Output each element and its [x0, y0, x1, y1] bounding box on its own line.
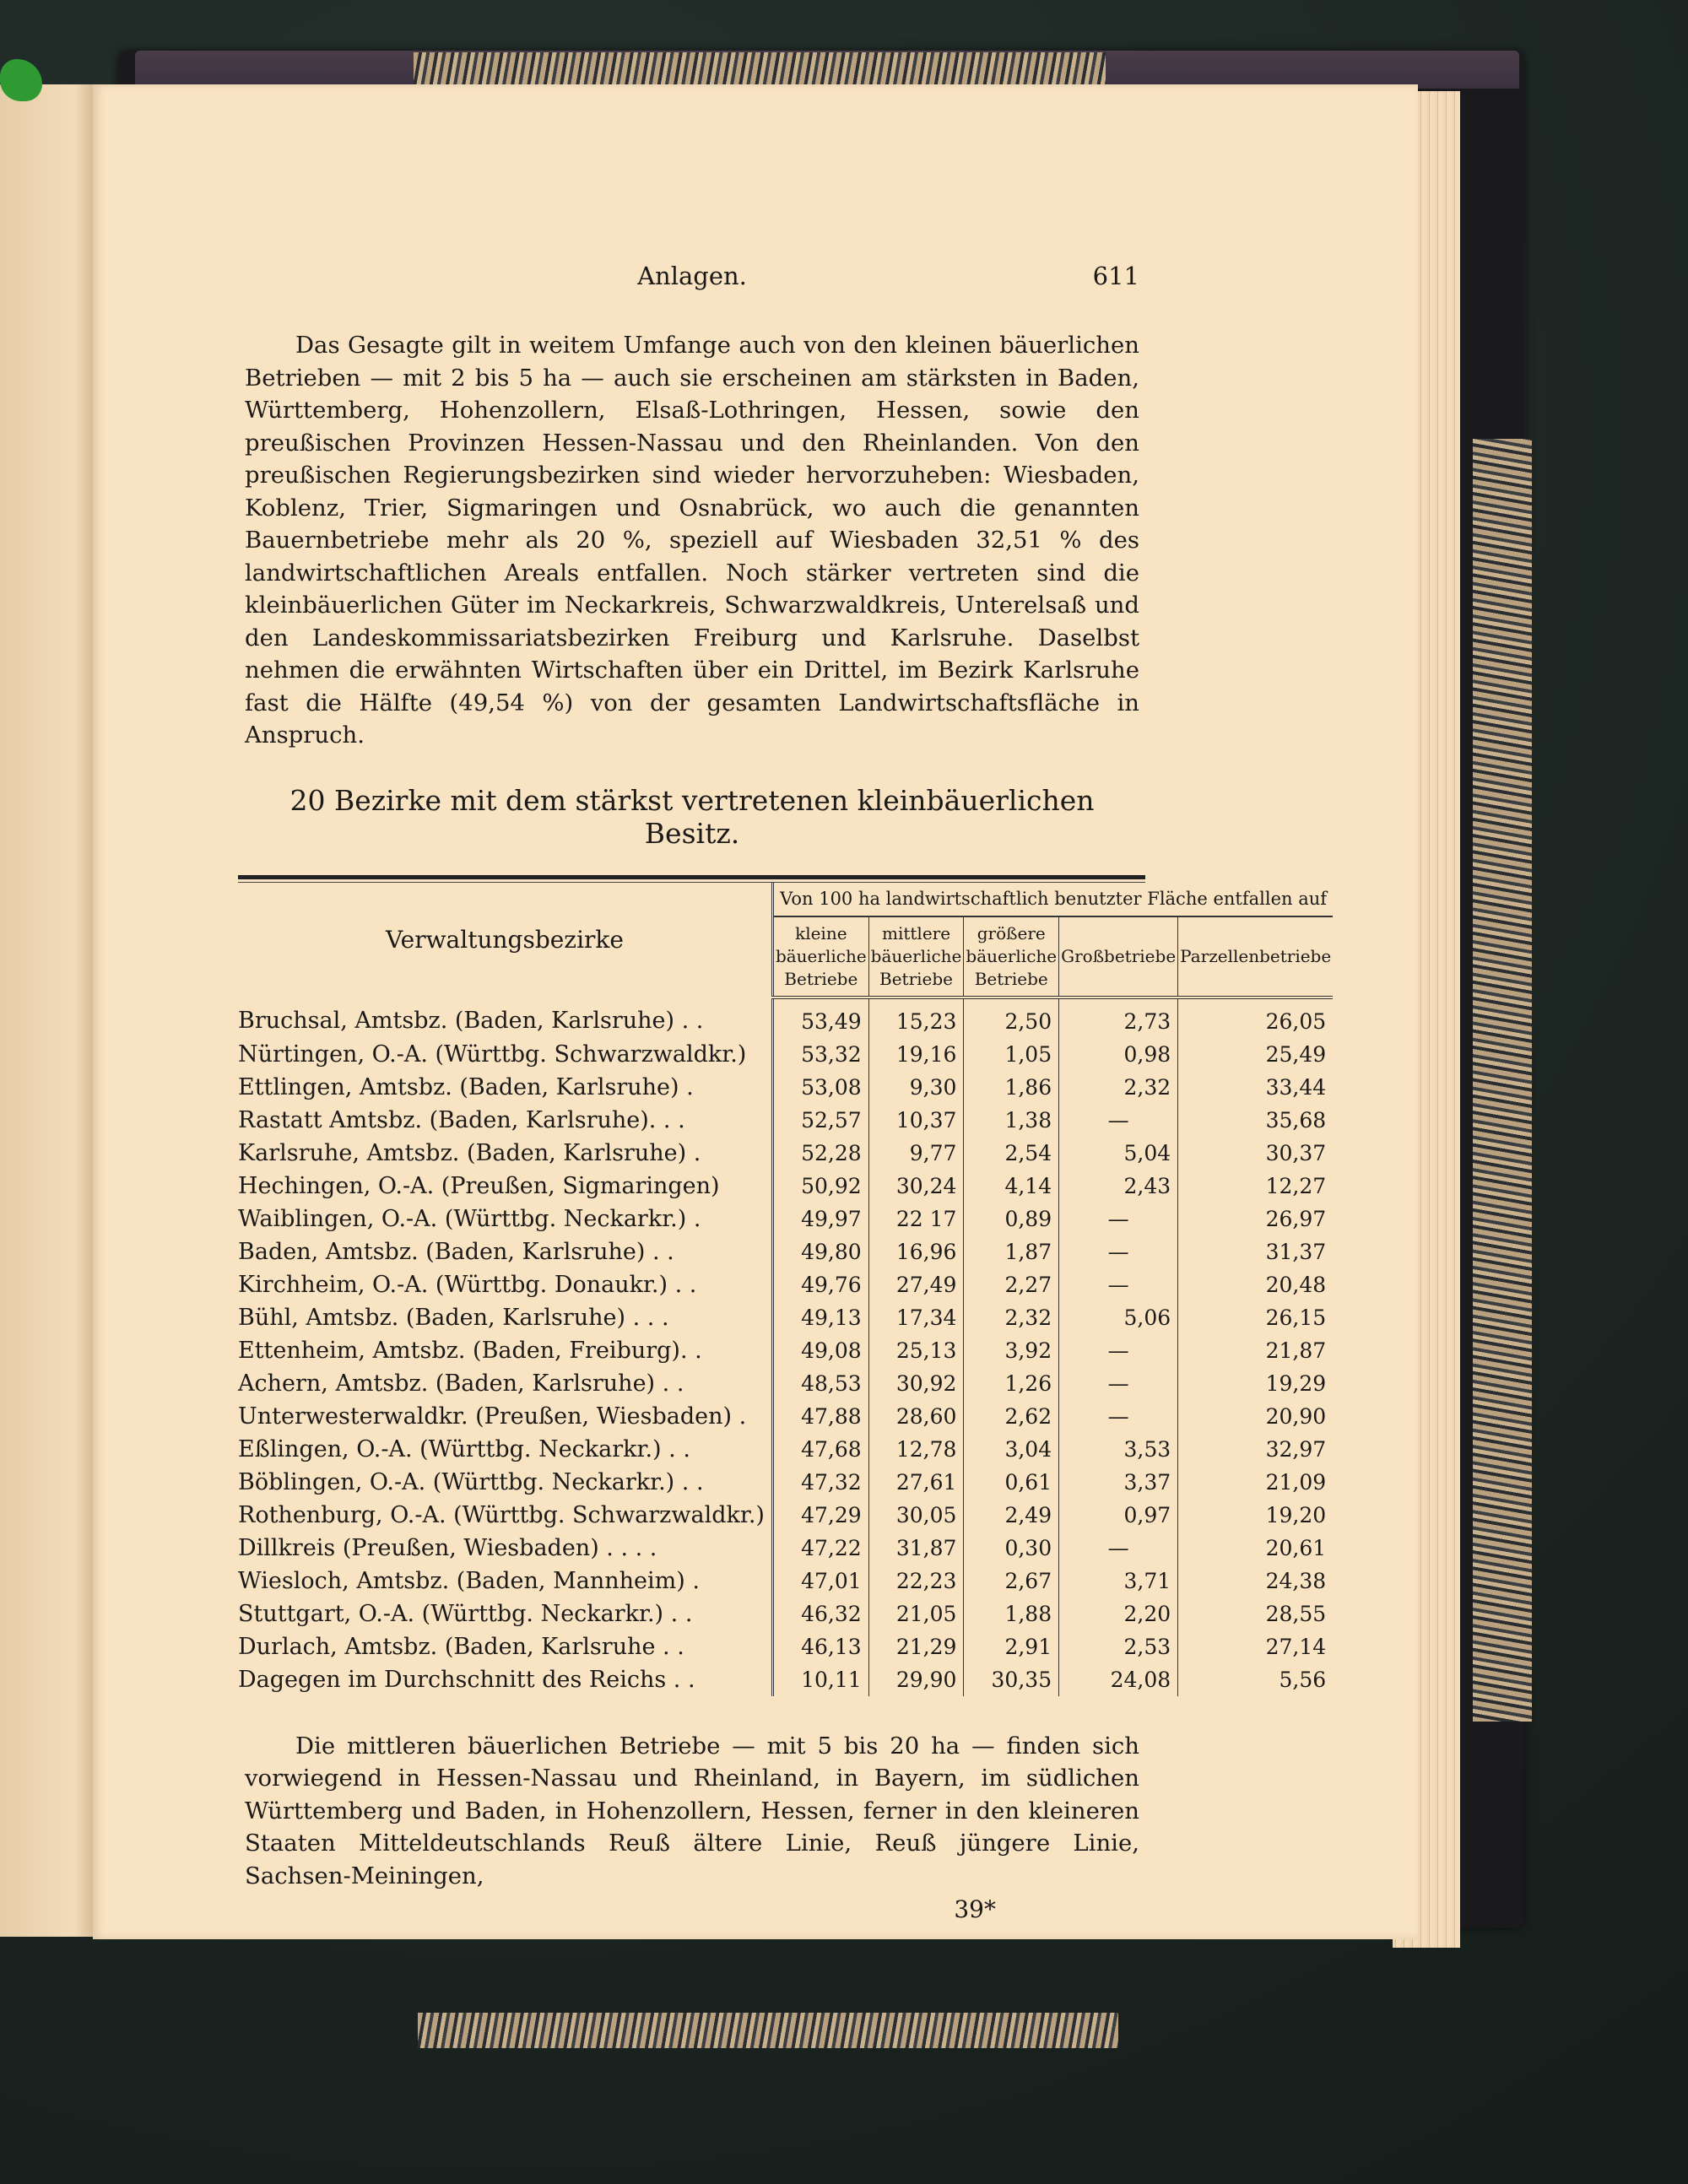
district-name: Stuttgart, O.-A. (Württbg. Neckarkr.) . .	[238, 1600, 693, 1627]
table-cell: 30,92	[868, 1367, 964, 1400]
district-table	[238, 883, 1333, 1696]
table-cell: 49,08	[772, 1334, 868, 1367]
table-title: 20 Bezirke mit dem stärkst vertretenen kleinbäuerlichen Besitz.	[289, 783, 1095, 850]
table-row	[238, 1630, 1333, 1663]
table-cell: 24,38	[1178, 1565, 1334, 1597]
table-cell: 2,43	[1059, 1170, 1178, 1203]
table-row	[238, 1268, 1333, 1301]
district-name: Dillkreis (Preußen, Wiesbaden) . . . .	[238, 1534, 657, 1561]
table-cell: 0,61	[964, 1466, 1059, 1499]
district-name: Kirchheim, O.-A. (Württbg. Donaukr.) . .	[238, 1271, 697, 1298]
marbled-edge-bottom	[418, 2013, 1118, 2048]
table-cell: 2,53	[1059, 1630, 1178, 1663]
page-content	[238, 253, 1332, 1923]
table-cell: 27,14	[1178, 1630, 1334, 1663]
table-row	[238, 1301, 1333, 1334]
district-name: Eßlingen, O.-A. (Württbg. Neckarkr.) . .	[238, 1435, 690, 1462]
column-header: größere bäuerliche Betriebe	[964, 916, 1059, 997]
table-cell: 0,30	[964, 1532, 1059, 1565]
table-cell: 48,53	[772, 1367, 868, 1400]
table-cell: 26,05	[1178, 997, 1334, 1038]
table-cell: 26,97	[1178, 1203, 1334, 1235]
table-cell: 46,32	[772, 1597, 868, 1630]
table-cell: 0,98	[1059, 1038, 1178, 1071]
table-cell: 17,34	[868, 1301, 964, 1334]
table-cell: 0,97	[1059, 1499, 1178, 1532]
table-cell: 52,57	[772, 1104, 868, 1137]
table-cell: 15,23	[868, 997, 964, 1038]
district-name: Baden, Amtsbz. (Baden, Karlsruhe) . .	[238, 1238, 674, 1265]
table-body	[238, 997, 1333, 1696]
table-cell: 1,38	[964, 1104, 1059, 1137]
table-cell: —	[1059, 1400, 1178, 1433]
table-cell: —	[1059, 1334, 1178, 1367]
table-cell: 47,68	[772, 1433, 868, 1466]
left-page-edge	[0, 84, 93, 1937]
table-top-rule	[238, 875, 1145, 883]
table-cell: 3,71	[1059, 1565, 1178, 1597]
table-cell: 53,08	[772, 1071, 868, 1104]
column-header: mittlere bäuerliche Betriebe	[868, 916, 964, 997]
table-cell: 22 17	[868, 1203, 964, 1235]
table-cell: 47,32	[772, 1466, 868, 1499]
district-name: Rastatt Amtsbz. (Baden, Karlsruhe). . .	[238, 1106, 685, 1133]
table-cell: 19,16	[868, 1038, 964, 1071]
table-cell: 30,35	[964, 1663, 1059, 1696]
table-row	[238, 1137, 1333, 1170]
table-cell: —	[1059, 1367, 1178, 1400]
table-cell: 2,50	[964, 997, 1059, 1038]
table-cell: 1,87	[964, 1235, 1059, 1268]
table-cell: 2,20	[1059, 1597, 1178, 1630]
table-cell: 2,54	[964, 1137, 1059, 1170]
table-cell: 12,27	[1178, 1170, 1334, 1203]
table-cell: 20,90	[1178, 1400, 1334, 1433]
table-cell: 2,27	[964, 1268, 1059, 1301]
table-row	[238, 1170, 1333, 1203]
table-cell: 9,77	[868, 1137, 964, 1170]
table-row	[238, 1071, 1333, 1104]
table-cell: 49,76	[772, 1268, 868, 1301]
table-cell: 21,09	[1178, 1466, 1334, 1499]
table-cell: 4,14	[964, 1170, 1059, 1203]
table-cell: 53,49	[772, 997, 868, 1038]
table-cell: 30,24	[868, 1170, 964, 1203]
table-cell: —	[1059, 1104, 1178, 1137]
table-cell: 30,05	[868, 1499, 964, 1532]
table-cell: 28,60	[868, 1400, 964, 1433]
table-cell: 31,87	[868, 1532, 964, 1565]
table-cell: 10,37	[868, 1104, 964, 1137]
table-cell: 0,89	[964, 1203, 1059, 1235]
table-cell: 29,90	[868, 1663, 964, 1696]
table-cell: 49,97	[772, 1203, 868, 1235]
table-cell: 47,29	[772, 1499, 868, 1532]
district-name: Karlsruhe, Amtsbz. (Baden, Karlsruhe) .	[238, 1139, 701, 1166]
district-name: Durlach, Amtsbz. (Baden, Karlsruhe . .	[238, 1633, 684, 1660]
district-name: Böblingen, O.-A. (Württbg. Neckarkr.) . .	[238, 1468, 704, 1495]
table-cell: 28,55	[1178, 1597, 1334, 1630]
table-cell: 2,49	[964, 1499, 1059, 1532]
table-row	[238, 1334, 1333, 1367]
table-cell: 47,88	[772, 1400, 868, 1433]
table-cell: 2,32	[1059, 1071, 1178, 1104]
district-name: Waiblingen, O.-A. (Württbg. Neckarkr.) .	[238, 1205, 701, 1232]
table-cell: 49,80	[772, 1235, 868, 1268]
district-name: Nürtingen, O.-A. (Württbg. Schwarzwaldkr.)	[238, 1041, 747, 1068]
table-cell: 2,67	[964, 1565, 1059, 1597]
table-cell: 25,13	[868, 1334, 964, 1367]
district-name: Ettenheim, Amtsbz. (Baden, Freiburg). .	[238, 1337, 702, 1364]
table-cell: 2,62	[964, 1400, 1059, 1433]
table-row	[238, 1235, 1333, 1268]
table-cell: 21,87	[1178, 1334, 1334, 1367]
table-row	[238, 1466, 1333, 1499]
district-name: Achern, Amtsbz. (Baden, Karlsruhe) . .	[238, 1370, 684, 1397]
column-header: kleine bäuerliche Betriebe	[772, 916, 868, 997]
column-header: Großbetriebe	[1059, 916, 1178, 997]
table-row	[238, 1565, 1333, 1597]
table-cell: 49,13	[772, 1301, 868, 1334]
signature-mark: 39*	[954, 1895, 996, 1923]
table-cell: 10,11	[772, 1663, 868, 1696]
table-cell: 16,96	[868, 1235, 964, 1268]
table-cell: 33,44	[1178, 1071, 1334, 1104]
district-name: Ettlingen, Amtsbz. (Baden, Karlsruhe) .	[238, 1073, 694, 1100]
district-column-header: Verwaltungsbezirke	[385, 926, 624, 954]
closing-paragraph: Die mittleren bäuerlichen Betriebe — mit 5 bis 20 ha — finden sich vorwiegend in Hessen-Nassau und Rheinland, in Bayern, im südlichen Württemberg und Baden, in Hohenzollern, Hessen, ferner in den kleineren Staaten Mitteldeutschlands Reuß ältere Linie, Reuß jüngere Linie, Sachsen-Meiningen,	[245, 1732, 1139, 1889]
table-row	[238, 1532, 1333, 1565]
table-cell: 25,49	[1178, 1038, 1334, 1071]
district-name: Hechingen, O.-A. (Preußen, Sigmaringen)	[238, 1172, 720, 1199]
district-name: Unterwesterwaldkr. (Preußen, Wiesbaden) .	[238, 1403, 747, 1430]
table-cell: 35,68	[1178, 1104, 1334, 1137]
table-cell: 2,91	[964, 1630, 1059, 1663]
district-name: Rothenburg, O.-A. (Württbg. Schwarzwaldkr.)	[238, 1501, 765, 1528]
table-cell: 32,97	[1178, 1433, 1334, 1466]
table-cell: 1,88	[964, 1597, 1059, 1630]
table-cell: —	[1059, 1203, 1178, 1235]
table-cell: 3,92	[964, 1334, 1059, 1367]
table-cell: 1,05	[964, 1038, 1059, 1071]
table-cell: 47,22	[772, 1532, 868, 1565]
table-cell: 9,30	[868, 1071, 964, 1104]
table-cell: 5,04	[1059, 1137, 1178, 1170]
table-cell: 20,48	[1178, 1268, 1334, 1301]
table-cell: 3,53	[1059, 1433, 1178, 1466]
table-cell: 1,26	[964, 1367, 1059, 1400]
table-cell: 2,32	[964, 1301, 1059, 1334]
table-cell: 22,23	[868, 1565, 964, 1597]
table-row	[238, 1203, 1333, 1235]
table-cell: 46,13	[772, 1630, 868, 1663]
running-head	[245, 253, 1139, 304]
table-cell: 5,56	[1178, 1663, 1334, 1696]
table-cell: 47,01	[772, 1565, 868, 1597]
table-cell: 27,49	[868, 1268, 964, 1301]
table-cell: 24,08	[1059, 1663, 1178, 1696]
page-number: 611	[1092, 262, 1139, 290]
district-name: Dagegen im Durchschnitt des Reichs . .	[238, 1666, 695, 1693]
table-cell: 30,37	[1178, 1137, 1334, 1170]
table-cell: 3,04	[964, 1433, 1059, 1466]
table-row	[238, 1104, 1333, 1137]
group-column-header: Von 100 ha landwirtschaftlich benutzter Fläche entfallen auf	[772, 883, 1333, 916]
table-cell: 12,78	[868, 1433, 964, 1466]
district-name: Wiesloch, Amtsbz. (Baden, Mannheim) .	[238, 1567, 700, 1594]
table-row	[238, 1499, 1333, 1532]
district-name: Bruchsal, Amtsbz. (Baden, Karlsruhe) . .	[238, 1007, 704, 1034]
table-row	[238, 1433, 1333, 1466]
marbled-edge-top	[414, 52, 1106, 88]
running-head-title: Anlagen.	[637, 262, 747, 290]
district-name: Bühl, Amtsbz. (Baden, Karlsruhe) . . .	[238, 1304, 669, 1331]
table-cell: —	[1059, 1235, 1178, 1268]
intro-paragraph: Das Gesagte gilt in weitem Umfange auch von den kleinen bäuerlichen Betrieben — mit 2 bis 5 ha — auch sie erscheinen am stärksten in Baden, Württemberg, Hohenzollern, Elsaß-Lothringen, Hessen, sowie den preußischen Provinzen Hessen-Nassau und den Rheinlanden. Von den preußischen Regierungsbezirken sind wieder hervorzuheben: Wiesbaden, Koblenz, Trier, Sigmaringen und Osnabrück, wo auch die genannten Bauernbetriebe mehr als 20 %, speziell auf Wiesbaden 32,51 % des landwirtschaftlichen Areals entfallen. Noch stärker vertreten sind die kleinbäuerlichen Güter im Neckarkreis, Schwarzwaldkreis, Unterelsaß und den Landeskommissariatsbezirken Freiburg und Karlsruhe. Daselbst nehmen die erwähnten Wirtschaften über ein Drittel, im Bezirk Karlsruhe fast die Hälfte (49,54 %) von der gesamten Landwirtschaftsfläche in Anspruch.	[245, 332, 1139, 749]
table-row	[238, 1400, 1333, 1433]
table-cell: 20,61	[1178, 1532, 1334, 1565]
table-cell: —	[1059, 1268, 1178, 1301]
marbled-edge-right	[1473, 439, 1532, 1722]
table-row	[238, 1663, 1333, 1696]
table-cell: 31,37	[1178, 1235, 1334, 1268]
column-header: Parzellenbetriebe	[1178, 916, 1334, 997]
table-cell: 19,29	[1178, 1367, 1334, 1400]
table-cell: 50,92	[772, 1170, 868, 1203]
table-cell: 1,86	[964, 1071, 1059, 1104]
table-cell: 5,06	[1059, 1301, 1178, 1334]
table-row	[238, 1367, 1333, 1400]
table-row	[238, 1597, 1333, 1630]
table-cell: 27,61	[868, 1466, 964, 1499]
table-cell: —	[1059, 1532, 1178, 1565]
table-cell: 19,20	[1178, 1499, 1334, 1532]
table-row	[238, 1038, 1333, 1071]
table-cell: 53,32	[772, 1038, 868, 1071]
table-cell: 26,15	[1178, 1301, 1334, 1334]
table-cell: 52,28	[772, 1137, 868, 1170]
table-cell: 21,29	[868, 1630, 964, 1663]
table-cell: 21,05	[868, 1597, 964, 1630]
table-row	[238, 997, 1333, 1038]
table-cell: 3,37	[1059, 1466, 1178, 1499]
table-cell: 2,73	[1059, 997, 1178, 1038]
